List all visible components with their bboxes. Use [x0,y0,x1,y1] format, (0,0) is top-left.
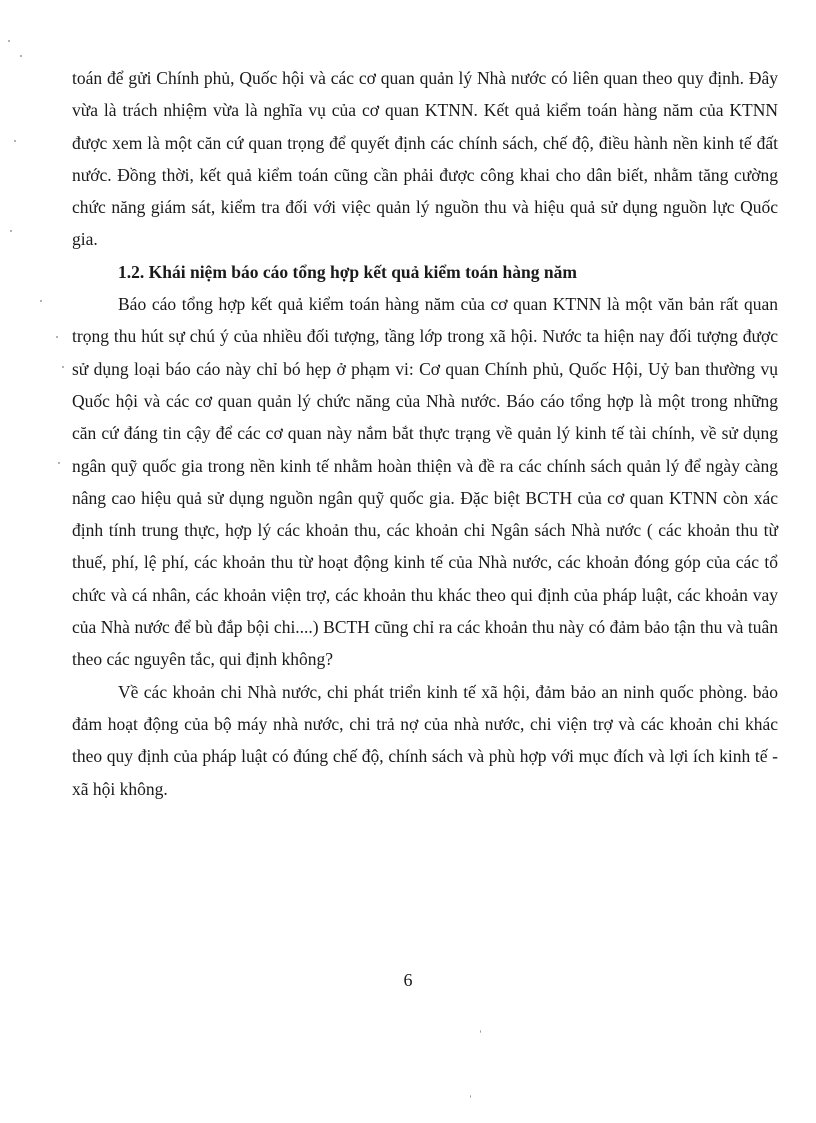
scan-speck [470,1095,471,1098]
scan-speck [8,40,10,42]
scan-speck [14,140,16,142]
page-number: 6 [403,970,413,990]
scan-speck [40,300,42,302]
scan-speck [480,1030,481,1033]
scan-speck [56,336,58,338]
paragraph-continuation: toán để gửi Chính phủ, Quốc hội và các cơ quan quản lý Nhà nước có liên quan theo quy định. Đây vừa là trách nhiệm vừa là nghĩa vụ của cơ quan KTNN. Kết quả kiểm toán hàng năm của KTNN được xem là một căn cứ quan trọng để quyết định các chính sách, chế độ, điều hành nền kinh tế đất nước. Đồng thời, kết quả kiểm toán cũng cần phải được công khai cho dân biết, nhằm tăng cường chức năng giám sát, kiểm tra đối với việc quản lý nguồn thu và hiệu quả sử dụng nguồn lực Quốc gia. [72,68,778,250]
scan-speck [58,462,60,464]
scan-speck [10,230,12,232]
page-body [72,62,778,805]
section-heading: 1.2. Khái niệm báo cáo tổng hợp kết quả kiểm toán hàng năm [118,261,577,282]
paragraph-report-definition: Báo cáo tổng hợp kết quả kiểm toán hàng năm của cơ quan KTNN là một văn bản rất quan trọng thu hút sự chú ý của nhiều đối tượng, tầng lớp trong xã hội. Nước ta hiện nay đối tượng được sử dụng loại báo cáo này chỉ bó hẹp ở phạm vi: Cơ quan Chính phủ, Quốc Hội, Uỷ ban thường vụ Quốc hội và các cơ quan quản lý chức năng của Nhà nước. Báo cáo tổng hợp là một trong những căn cứ đáng tin cậy để các cơ quan này nắm bắt thực trạng về quản lý kinh tế tài chính, về sử dụng ngân quỹ quốc gia trong nền kinh tế nhằm hoàn thiện và đề ra các chính sách quản lý để ngày càng nâng cao hiệu quả sử dụng nguồn ngân quỹ quốc gia. Đặc biệt BCTH của cơ quan KTNN còn xác định tính trung thực, hợp lý các khoản thu, các khoản chi Ngân sách Nhà nước ( các khoản thu từ thuế, phí, lệ phí, các khoản thu từ hoạt động kinh tế của Nhà nước, các khoản đóng góp của các tổ chức và cá nhân, các khoản viện trợ, các khoản thu khác theo qui định của pháp luật, các khoản vay của Nhà nước để bù đắp bội chi....) BCTH cũng chỉ ra các khoản thu này có đảm bảo tận thu và tuân theo các nguyên tắc, qui định không? [72,294,778,670]
scan-speck [20,55,22,57]
paragraph-expenditures: Về các khoản chi Nhà nước, chi phát triển kinh tế xã hội, đảm bảo an ninh quốc phòng. bảo đảm hoạt động của bộ máy nhà nước, chi trả nợ của nhà nước, chi viện trợ và các khoản chi khác theo quy định của pháp luật có đúng chế độ, chính sách và phù hợp với mục đích và lợi ích kinh tế - xã hội không. [72,681,778,799]
scan-speck [62,366,64,368]
